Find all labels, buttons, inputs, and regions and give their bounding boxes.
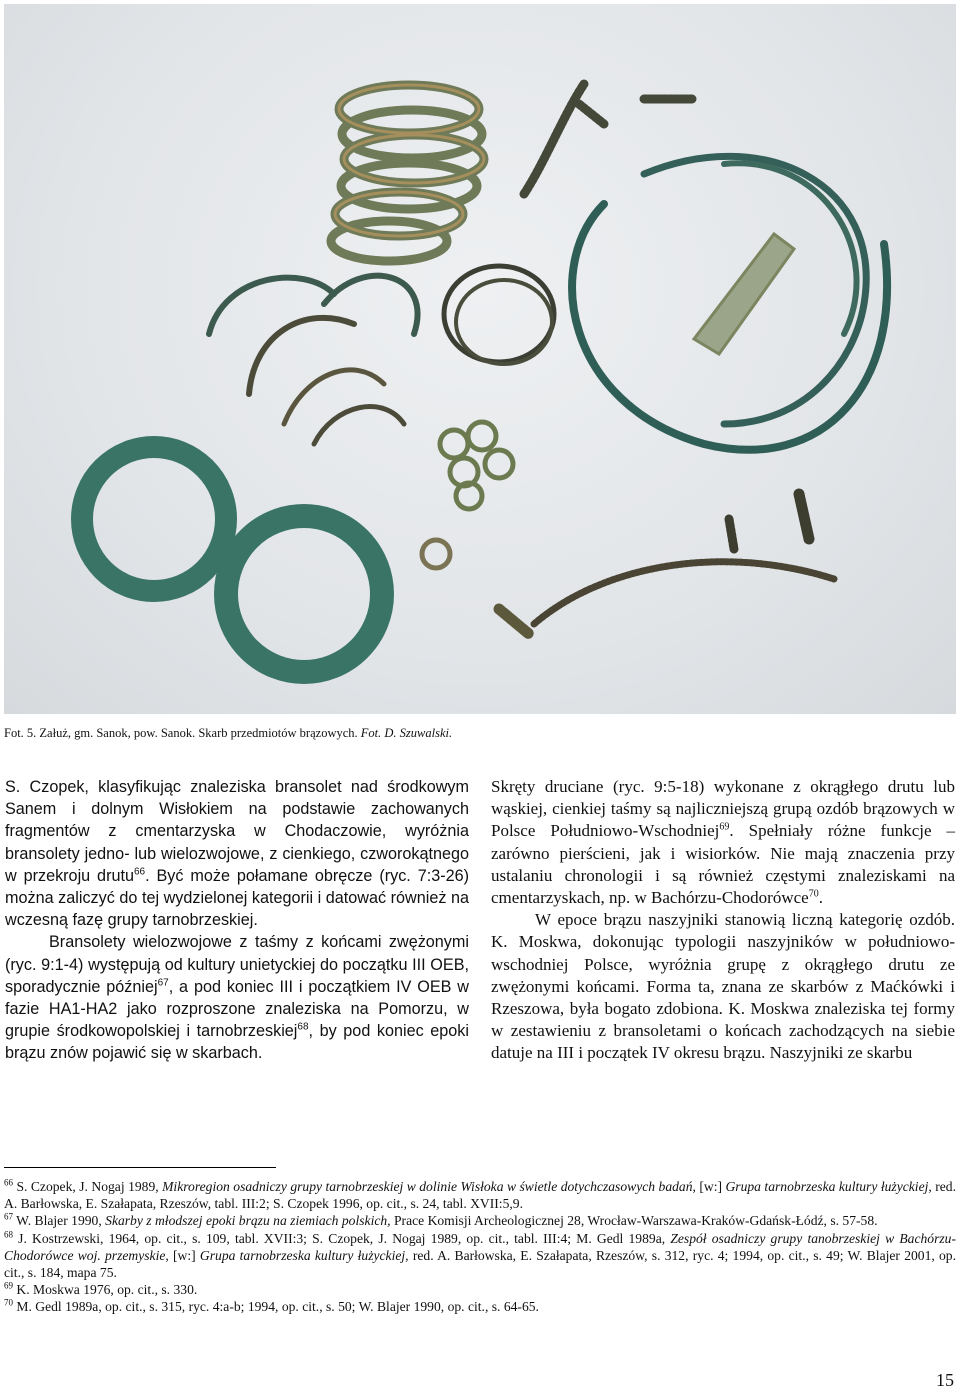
footnote-ref-69: 69 xyxy=(719,821,730,833)
text-run: . Być może połamane obręcze (ryc. 7:3-26) można zaliczyć do tej wydzielonej kategorii i datować również na wczesną fazę grupy tarnobrzeskiej. xyxy=(5,866,469,930)
text-run: Grupa tarnobrzeska kultury łużyckiej, xyxy=(725,1179,932,1194)
text-run: . Spełniały różne funkcje – zarówno pierścieni, jak i wisiorków. Nie mają znaczenia przy ustalaniu chronologii i są również częstymi znaleziskami na cmentarzyskach, np. w Bachórzu-Chodorówce xyxy=(491,821,955,908)
footnote-ref-67: 67 xyxy=(157,977,169,989)
figure-caption xyxy=(4,726,452,741)
text-run: , by pod koniec epoki brązu znów pojawić się w skarbach. xyxy=(5,1022,469,1063)
footnote-ref-66: 66 xyxy=(133,866,146,878)
text-run: , a pod koniec III i początkiem IV OEB w fazie HA1-HA2 jako rozproszone znaleziska na Pomorzu, w grupie środkowopolskiej i tarnobrzeskiej xyxy=(5,977,469,1041)
text-run: , [w:] xyxy=(165,1247,200,1263)
text-run: red. A. Barłowska, E. Szałapata, Rzeszów, s. 312, ryc. 4; 1994, op. cit., s. 49; W. Blajer 2001, op. cit., s. 184, mapa 75. xyxy=(4,1247,957,1281)
left-paragraph-1 xyxy=(5,776,469,931)
text-run: K. Moskwa 1976, op. cit., s. 330. xyxy=(13,1282,198,1298)
text-run: M. Gedl 1989a, op. cit., s. 315, ryc. 4:a-b; 1994, op. cit., s. 50; W. Blajer 1990, op. cit., s. 64-65. xyxy=(13,1299,539,1315)
footnote-number: 70 xyxy=(4,1297,13,1308)
right-paragraph-2: W epoce brązu naszyjniki stanowią liczną kategorię ozdób. K. Moskwa, dokonując typologii naszyjników w południowo-wschodniej Polsce, wyróżnia grupę z okrągłego drutu ze zwężonymi końcami. Forma ta, znana ze skarbów z Maćkówki i Rzeszowa, była bogato zdobiona. K. Moskwa znaleziska tej formy w zestawieniu z bransoletami o końcach zachodzących na siebie datuje na III i początek IV okresu brązu. Naszyjniki ze skarbu xyxy=(491,910,955,1063)
footnote-number: 68 xyxy=(4,1229,13,1240)
text-run: Prace Komisji Archeologicznej 28, Wrocław-Warszawa-Kraków-Gdańsk-Łódź, s. 57-58. xyxy=(390,1213,878,1229)
bronze-objects-illustration xyxy=(4,4,956,714)
left-paragraph-2 xyxy=(5,931,469,1064)
footnote-number: 66 xyxy=(4,1177,13,1188)
footnote-ref-70: 70 xyxy=(808,888,819,900)
text-run: Grupa tarnobrzeska kultury łużyckiej, xyxy=(199,1247,409,1263)
left-column xyxy=(5,776,469,1065)
footnote-67 xyxy=(4,1212,956,1229)
footnote-66 xyxy=(4,1178,956,1212)
footnote-divider xyxy=(4,1167,276,1168)
text-run: Skarby z młodszej epoki brązu na ziemiach polskich, xyxy=(105,1213,391,1229)
text-run: S. Czopek, J. Nogaj 1989, xyxy=(13,1179,163,1194)
footnote-ref-68: 68 xyxy=(297,1021,309,1033)
text-run: Skręty druciane (ryc. 9:5-18) wykonane z okrągłego drutu lub wąskiej, cienkiej taśmy są najliczniejszą grupą ozdób brązowych w Polsce Południowo-Wschodniej xyxy=(491,777,955,841)
caption-text: Fot. 5. Załuż, gm. Sanok, pow. Sanok. Skarb przedmiotów brązowych. xyxy=(4,726,361,740)
text-run: . xyxy=(818,888,823,908)
text-run: W. Blajer 1990, xyxy=(13,1213,106,1229)
hoard-photograph xyxy=(4,4,956,714)
text-run: Zespół osadniczy grupy tanobrzeskiej w Bachórzu-Chodorówce woj. przemyskie xyxy=(4,1230,956,1263)
text-run: Bransolety wielozwojowe z taśmy z końcami zwężonymi (ryc. 9:1-4) występują od kultury unietyckiej do początku III OEB, sporadycznie później xyxy=(5,933,469,996)
right-column xyxy=(491,776,955,1065)
footnote-70 xyxy=(4,1298,956,1315)
text-run: Mikroregion osadniczy grupy tarnobrzeskiej w dolinie Wisłoka w świetle dotychczasowych badań xyxy=(162,1179,693,1194)
footnote-68 xyxy=(4,1230,956,1282)
footnote-number: 67 xyxy=(4,1211,13,1222)
right-paragraph-1 xyxy=(491,776,955,909)
caption-credit: Fot. D. Szuwalski. xyxy=(360,726,453,740)
footnote-69 xyxy=(4,1281,956,1298)
page-number: 15 xyxy=(936,1370,954,1390)
footnote-number: 69 xyxy=(4,1280,13,1291)
text-run: , [w:] xyxy=(692,1179,726,1194)
footnotes xyxy=(4,1178,956,1316)
text-run: J. Kostrzewski, 1964, op. cit., s. 109, tabl. XVII:3; S. Czopek, J. Nogaj 1989, op. cit., tabl. III:4; M. Gedl 1989a, xyxy=(13,1230,671,1246)
text-run: S. Czopek, klasyfikując znaleziska bransolet nad środkowym Sanem i dolnym Wisłokiem na podstawie zachowanych fragmentów z cmentarzyska w Chodaczowie, wyróżnia bransolety jedno- lub wielozwojowe, z cienkiego, czworokątnego w przekroju drutu xyxy=(5,778,469,885)
text-run: red. A. Barłowska, E. Szałapata, Rzeszów, tabl. III:2; S. Czopek 1996, op. cit., s. 24, tabl. XVII:5,9. xyxy=(4,1179,957,1212)
